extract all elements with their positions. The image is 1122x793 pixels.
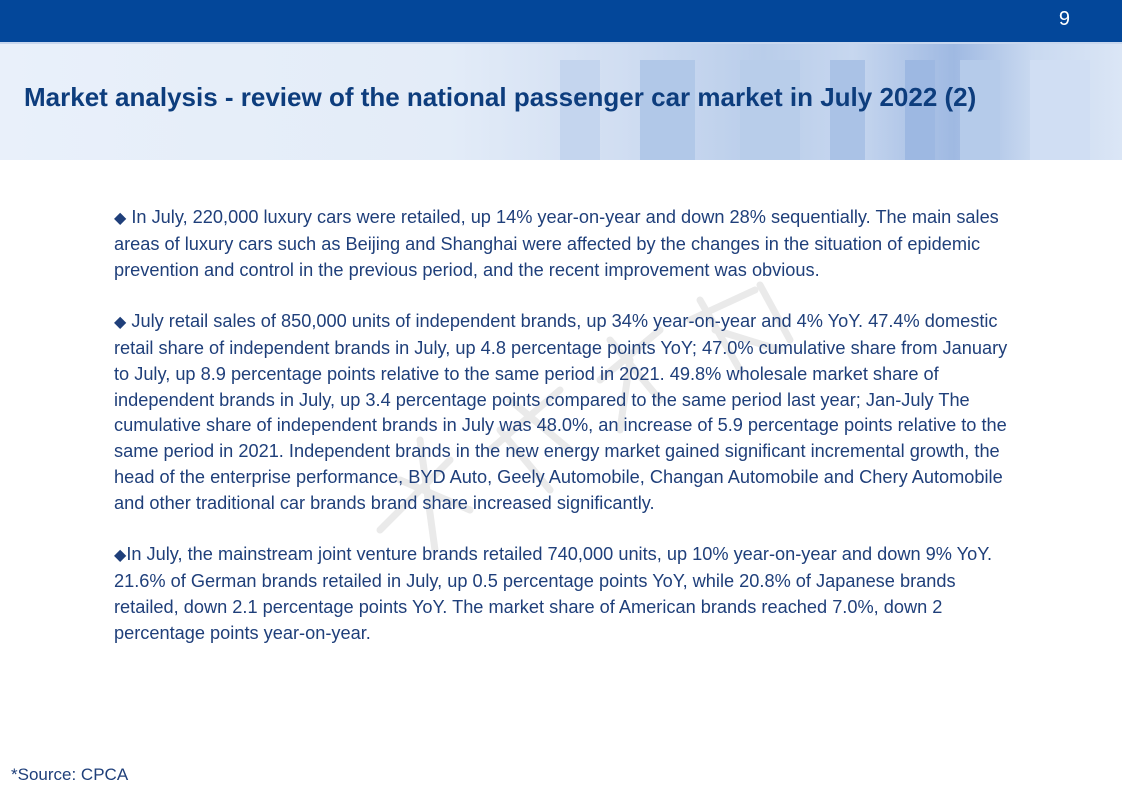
page-number: 9 [1058,8,1070,30]
paragraph-luxury-cars [114,205,1014,283]
paragraph-text: In July, 220,000 luxury cars were retailed, up 14% year-on-year and down 28% sequentially. The main sales areas of luxury cars such as Beijing and Shanghai were affected by the changes in the situation of epidemic prevention and control in the previous period, and the recent improvement was obvious. [114,207,999,280]
diamond-bullet-icon: ◆ [114,547,127,565]
diamond-bullet-icon: ◆ [114,210,127,227]
paragraph-independent-brands [114,309,1014,516]
paragraph-joint-venture-brands [114,542,1014,646]
body-content [114,205,1014,672]
title-band-divider [0,42,1122,44]
paragraph-text: July retail sales of 850,000 units of independent brands, up 34% year-on-year and 4% YoY. 47.4% domestic retail share of independent brands in July, up 4.8 percentage points YoY; 47.0% cumulative share from January to July, up 8.9 percentage points relative to the same period in 2021. 49.8% wholesale market share of independent brands in July, up 3.4 percentage points compared to the same period last year; Jan-July The cumulative share of independent brands in July was 48.0%, an increase of 5.9 percentage points relative to the same period in 2021. Independent brands in the new energy market gained significant incremental growth, the head of the enterprise performance, BYD Auto, Geely Automobile, Changan Automobile and Chery Automobile and other traditional car brands brand share increased significantly. [114,311,1008,513]
page-title: Market analysis - review of the national passenger car market in July 2022 (2) [24,82,977,112]
source-note: *Source: CPCA [11,765,129,784]
paragraph-text: In July, the mainstream joint venture brands retailed 740,000 units, up 10% year-on-year and down 9% YoY. 21.6% of German brands retailed in July, up 0.5 percentage points YoY, while 20.8% of Japanese brands retailed, down 2.1 percentage points YoY. The market share of American brands reached 7.0%, down 2 percentage points year-on-year. [114,544,993,643]
diamond-bullet-icon: ◆ [114,314,127,332]
decor-stripe [1030,60,1090,160]
top-bar [0,0,1122,42]
